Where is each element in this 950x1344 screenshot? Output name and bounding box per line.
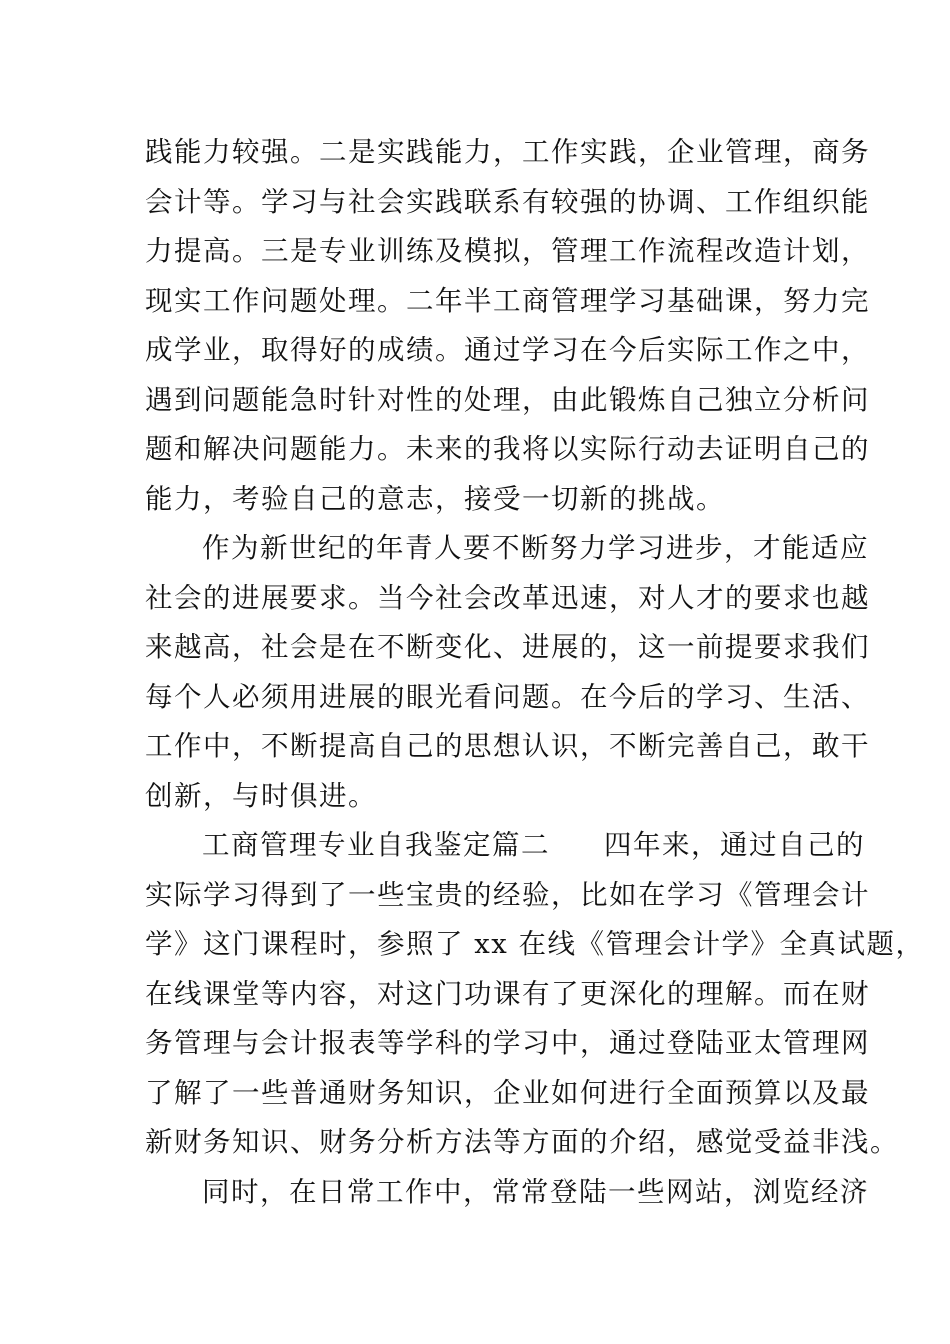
text-line: 创新，与时俱进。 (145, 779, 377, 812)
text-line-indented: 同时，在日常工作中，常常登陆一些网站，浏览经济 (202, 1175, 869, 1208)
text-line: 工作中，不断提高自己的思想认识，不断完善自己，敢干 (145, 730, 870, 762)
text-line: 成学业，取得好的成绩。通过学习在今后实际工作之中， (145, 334, 870, 366)
text-line-indented: 作为新世纪的年青人要不断努力学习进步，才能适应 (202, 532, 869, 564)
text-line: 每个人必须用进展的眼光看问题。在今后的学习、生活、 (145, 680, 870, 713)
text-line: 社会的进展要求。当今社会改革迅速，对人才的要求也越 (145, 581, 870, 614)
text-line: 在线课堂等内容，对这门功课有了更深化的理解。而在财 (145, 977, 870, 1010)
text-line: 力提高。三是专业训练及模拟，管理工作流程改造计划， (145, 235, 870, 267)
body-text (145, 128, 925, 1217)
text-line: 现实工作问题处理。二年半工商管理学习基础课，努力完 (145, 284, 870, 317)
text-line: 会计等。学习与社会实践联系有较强的协调、工作组织能 (145, 185, 870, 218)
text-line: 题和解决问题能力。未来的我将以实际行动去证明自己的 (145, 433, 870, 465)
text-line: 践能力较强。二是实践能力，工作实践，企业管理，商务 (145, 136, 870, 168)
text-line: 了解了一些普通财务知识，企业如何进行全面预算以及最 (145, 1076, 870, 1109)
text-fragment: 四年来，通过自己的 (604, 829, 865, 861)
text-line: 遇到问题能急时针对性的处理，由此锻炼自己独立分析问 (145, 383, 870, 416)
text-line: 务管理与会计报表等学科的学习中，通过登陆亚太管理网 (145, 1027, 870, 1059)
section-heading: 工商管理专业自我鉴定篇二 (202, 829, 550, 861)
text-line: 来越高，社会是在不断变化、进展的，这一前提要求我们 (145, 631, 870, 663)
text-line: 能力，考验自己的意志，接受一切新的挑战。 (145, 482, 725, 515)
text-line: 实际学习得到了一些宝贵的经验，比如在学习《管理会计 (145, 878, 870, 911)
text-line: 新财务知识、财务分析方法等方面的介绍，感觉受益非浅。 (145, 1126, 899, 1158)
section-heading-line (145, 821, 865, 871)
text-line: 学》这门课程时，参照了 xx 在线《管理会计学》全真试题， (145, 928, 925, 960)
